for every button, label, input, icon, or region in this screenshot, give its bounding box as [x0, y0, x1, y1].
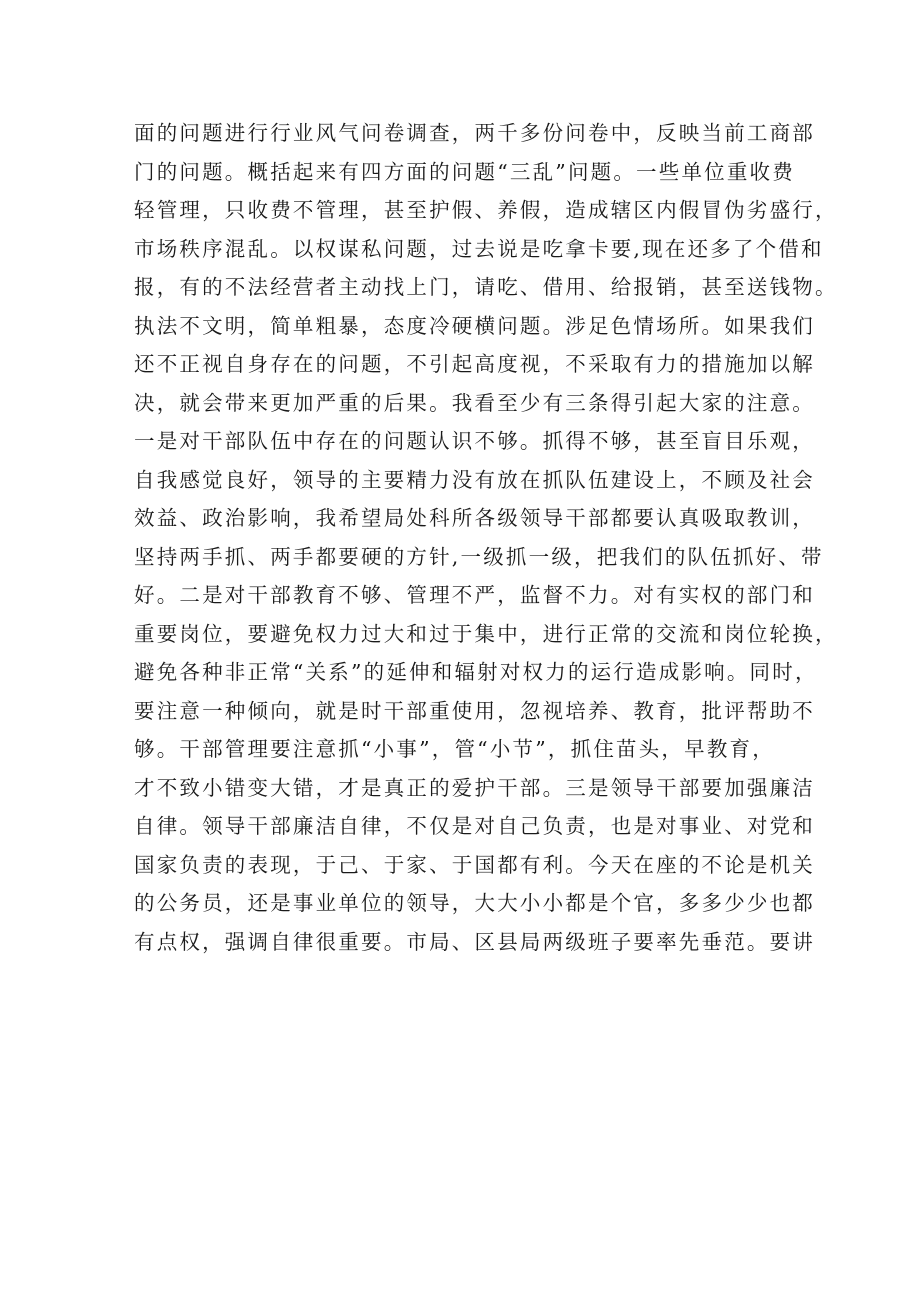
text-line: 轻管理，只收费不管理，甚至护假、养假，造成辖区内假冒伪劣盛行，	[134, 198, 838, 222]
text-line: 要注意一种倾向，就是时干部重使用，忽视培养、教育，批评帮助不	[134, 698, 815, 723]
text-line: 重要岗位，要避免权力过大和过于集中，进行正常的交流和岗位轮换，	[134, 621, 838, 646]
text-line: 的公务员，还是事业单位的领导，大大小小都是个官，多多少少也都	[134, 891, 815, 915]
text-line: 还不正视自身存在的问题，不引起高度视，不采取有力的措施加以解	[134, 352, 815, 376]
text-line: 避免各种非正常“关系”的延伸和辐射对权力的运行造成影响。同时，	[134, 660, 818, 684]
text-line: 国家负责的表现，于己、于家、于国都有利。今天在座的不论是机关	[134, 852, 815, 877]
text-line: 市场秩序混乱。以权谋私问题，过去说是吃拿卡要,现在还多了个借和	[134, 236, 824, 261]
text-line: 执法不文明，简单粗暴，态度冷硬横问题。涉足色情场所。如果我们	[134, 313, 815, 338]
text-line: 门的问题。概括起来有四方面的问题“三乱”问题。一些单位重收费	[134, 159, 795, 184]
text-line: 一是对干部队伍中存在的问题认识不够。抓得不够，甚至盲目乐观，	[134, 429, 815, 453]
text-line: 坚持两手抓、两手都要硬的方针,一级抓一级，把我们的队伍抓好、带	[134, 544, 824, 569]
body-text	[134, 114, 838, 961]
text-line: 效益、政治影响，我希望局处科所各级领导干部都要认真吸取教训，	[134, 506, 815, 530]
text-line: 够。干部管理要注意抓“小事”，管“小节”，抓住苗头，早教育，	[134, 737, 775, 761]
text-line: 有点权，强调自律很重要。市局、区县局两级班子要率先垂范。要讲	[134, 929, 815, 954]
text-line: 面的问题进行行业风气问卷调查，两千多份问卷中，反映当前工商部	[134, 121, 815, 145]
text-line: 报，有的不法经营者主动找上门，请吃、借用、给报销，甚至送钱物。	[134, 275, 838, 299]
text-line: 才不致小错变大错，才是真正的爱护干部。三是领导干部要加强廉洁	[134, 775, 815, 800]
text-line: 自律。领导干部廉洁自律，不仅是对自己负责，也是对事业、对党和	[134, 814, 815, 838]
text-line: 自我感觉良好，领导的主要精力没有放在抓队伍建设上，不顾及社会	[134, 467, 815, 492]
text-line: 好。二是对干部教育不够、管理不严，监督不力。对有实权的部门和	[134, 583, 815, 607]
text-line: 决，就会带来更加严重的后果。我看至少有三条得引起大家的注意。	[134, 390, 815, 415]
